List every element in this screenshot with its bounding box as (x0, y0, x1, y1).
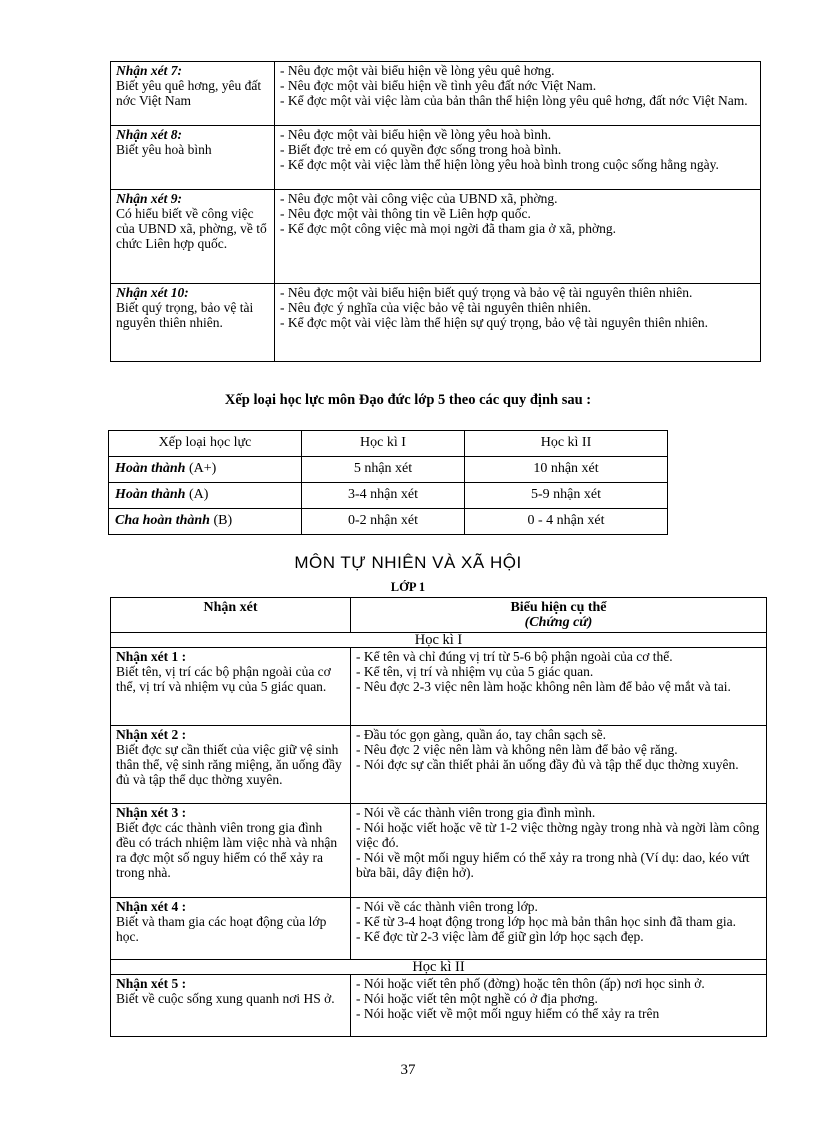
comment-cell (111, 975, 351, 1037)
ranking-hk2: 5-9 nhận xét (465, 483, 668, 509)
evidence-cell (351, 726, 767, 804)
comment-cell (111, 804, 351, 898)
evidence-item: - Nói về các thành viên trong gia đình mình. (356, 805, 596, 820)
comment-desc: Có hiểu biết về công việc của UBND xã, phờng, về tổ chức Liên hợp quốc. (116, 206, 267, 251)
comment-desc: Biết và tham gia các hoạt động của lớp học. (116, 914, 327, 944)
header-cell: Học kì I (302, 431, 465, 457)
header-text: Biểu hiện cụ thể (510, 600, 607, 615)
evidence-item: - Nêu đợc một vài biểu hiện về lòng yêu quê hơng. (280, 63, 555, 78)
evidence-item: - Kể tên, vị trí và nhiệm vụ của 5 giác quan. (356, 664, 594, 679)
table-row (111, 898, 767, 960)
table-row (111, 726, 767, 804)
evidence-item: - Kể từ 3-4 hoạt động trong lớp học mà bản thân học sinh đã tham gia. (356, 914, 736, 929)
header-cell (351, 598, 767, 633)
ranking-label-cell (109, 483, 302, 509)
evidence-item: - Nêu đợc một vài thông tin về Liên hợp quốc. (280, 206, 531, 221)
evidence-item: - Kể đợc một vài việc làm của bản thân thể hiện lòng yêu quê hơng, đất nớc Việt Nam. (280, 93, 748, 108)
evidence-cell (275, 190, 761, 284)
evidence-item: - Nêu đợc một vài biểu hiện về lòng yêu hoà bình. (280, 127, 552, 142)
evidence-cell (275, 284, 761, 362)
comment-cell (111, 898, 351, 960)
ranking-hk2: 0 - 4 nhận xét (465, 509, 668, 535)
table-row (111, 190, 761, 284)
ethics-comments-table (110, 61, 761, 362)
table-row (111, 126, 761, 190)
evidence-item: - Kể đợc một vài việc làm thể hiện sự quý trọng, bảo vệ tài nguyên thiên nhiên. (280, 315, 708, 330)
evidence-item: - Nói hoặc viết tên một nghề có ở địa phơng. (356, 991, 598, 1006)
evidence-item: - Đầu tóc gọn gàng, quần áo, tay chân sạch sẽ. (356, 727, 607, 742)
section-title: MÔN TỰ NHIÊN VÀ XÃ HỘI (294, 553, 522, 572)
comment-cell (111, 284, 275, 362)
evidence-cell (275, 62, 761, 126)
evidence-item: - Nói hoặc viết hoặc vẽ từ 1-2 việc thờng ngày trong nhà và ngời làm công việc đó. (356, 820, 760, 850)
ranking-hk1: 0-2 nhận xét (302, 509, 465, 535)
semester-label: Học kì I (111, 633, 767, 648)
ranking-title: Xếp loại học lực môn Đạo đức lớp 5 theo các quy định sau : (224, 392, 592, 408)
table-row (111, 284, 761, 362)
ranking-label-cell (109, 457, 302, 483)
evidence-item: - Nêu đợc một vài biểu hiện biết quý trọng và bảo vệ tài nguyên thiên nhiên. (280, 285, 693, 300)
comment-desc: Biết đợc các thành viên trong gia đình đều có trách nhiệm làm việc nhà và nhận ra đợc một số nguy hiểm có thể xảy ra trong nhà. (116, 820, 338, 880)
comment-label: Nhận xét 10: (116, 285, 189, 300)
ranking-hk1: 3-4 nhận xét (302, 483, 465, 509)
evidence-cell (351, 648, 767, 726)
comment-cell (111, 648, 351, 726)
evidence-item: - Kể đợc từ 2-3 việc làm để giữ gìn lớp học sạch đẹp. (356, 929, 644, 944)
evidence-item: - Nói hoặc viết tên phố (đờng) hoặc tên thôn (ấp) nơi học sinh ở. (356, 976, 705, 991)
comment-desc: Biết về cuộc sống xung quanh nơi HS ở. (116, 991, 335, 1006)
ranking-code: (A) (185, 487, 209, 502)
evidence-item: - Nêu đợc 2 việc nên làm và không nên làm để bảo vệ răng. (356, 742, 678, 757)
comment-label: Nhận xét 5 : (116, 976, 187, 991)
ranking-hk2: 10 nhận xét (465, 457, 668, 483)
ranking-name: Hoàn thành (115, 461, 186, 476)
comment-label: Nhận xét 8: (116, 127, 183, 142)
comment-cell (111, 726, 351, 804)
comment-label: Nhận xét 2 : (116, 727, 187, 742)
evidence-item: - Kể đợc một vài việc làm thể hiện lòng yêu hoà bình trong cuộc sống hằng ngày. (280, 157, 719, 172)
evidence-item: - Nói hoặc viết về một mối nguy hiểm có thể xảy ra trên (356, 1006, 660, 1021)
comment-desc: Biết yêu hoà bình (116, 142, 212, 157)
table-row (111, 648, 767, 726)
evidence-cell (351, 898, 767, 960)
header-subtext: (Chứng cứ) (524, 615, 593, 630)
comment-desc: Biết tên, vị trí các bộ phận ngoài của cơ thể, vị trí và nhiệm vụ của 5 giác quan. (116, 664, 331, 694)
comment-cell (111, 126, 275, 190)
evidence-cell (275, 126, 761, 190)
tnxh-comments-table (110, 597, 767, 1037)
comment-desc: Biết đợc sự cần thiết của việc giữ vệ sinh thân thể, vệ sinh răng miệng, ăn uống đầy đủ và tập thể dục thờng xuyên. (116, 742, 342, 787)
comment-label: Nhận xét 4 : (116, 899, 187, 914)
comment-label: Nhận xét 9: (116, 191, 183, 206)
evidence-item: - Nêu đợc một vài công việc của UBND xã, phờng. (280, 191, 558, 206)
table-row (111, 62, 761, 126)
evidence-item: - Nói đợc sự cần thiết phải ăn uống đầy đủ và tập thể dục thờng xuyên. (356, 757, 739, 772)
evidence-item: - Biết đợc trẻ em có quyền đợc sống trong hoà bình. (280, 142, 562, 157)
ranking-hk1: 5 nhận xét (302, 457, 465, 483)
comment-cell (111, 190, 275, 284)
evidence-item: - Kể đợc một công việc mà mọi ngời đã tham gia ở xã, phờng. (280, 221, 616, 236)
table-row (109, 509, 668, 535)
ranking-table (108, 430, 668, 535)
comment-label: Nhận xét 1 : (116, 649, 187, 664)
evidence-item: - Nói về một mối nguy hiểm có thể xảy ra trong nhà (Ví dụ: dao, kéo vứt bừa bãi, dây điện hở). (356, 850, 750, 880)
ranking-name: Cha hoàn thành (115, 513, 210, 528)
header-cell: Học kì II (465, 431, 668, 457)
table-header-row (109, 431, 668, 457)
comment-desc: Biết yêu quê hơng, yêu đất nớc Việt Nam (116, 78, 262, 108)
evidence-cell (351, 804, 767, 898)
page-number: 37 (400, 1062, 416, 1078)
table-row (109, 483, 668, 509)
comment-desc: Biết quý trọng, bảo vệ tài nguyên thiên nhiên. (116, 300, 254, 330)
ranking-code: (B) (209, 513, 233, 528)
table-row (109, 457, 668, 483)
comment-label: Nhận xét 7: (116, 63, 183, 78)
comment-cell (111, 62, 275, 126)
semester-label: Học kì II (111, 960, 767, 975)
evidence-item: - Kể tên và chỉ đúng vị trí từ 5-6 bộ phận ngoài của cơ thể. (356, 649, 673, 664)
grade-label: LỚP 1 (390, 580, 426, 594)
evidence-item: - Nói về các thành viên trong lớp. (356, 899, 538, 914)
header-cell: Xếp loại học lực (109, 431, 302, 457)
table-row (111, 975, 767, 1037)
semester-row (111, 960, 767, 975)
evidence-item: - Nêu đợc 2-3 việc nên làm hoặc không nên làm để bảo vệ mắt và tai. (356, 679, 731, 694)
semester-row (111, 633, 767, 648)
evidence-cell (351, 975, 767, 1037)
ranking-name: Hoàn thành (115, 487, 186, 502)
comment-label: Nhận xét 3 : (116, 805, 187, 820)
evidence-item: - Nêu đợc một vài biểu hiện về tình yêu đất nớc Việt Nam. (280, 78, 597, 93)
table-row (111, 804, 767, 898)
ranking-label-cell (109, 509, 302, 535)
header-cell: Nhận xét (111, 598, 351, 633)
ranking-code: (A+) (185, 461, 217, 476)
table-header-row (111, 598, 767, 633)
evidence-item: - Nêu đợc ý nghĩa của việc bảo vệ tài nguyên thiên nhiên. (280, 300, 592, 315)
